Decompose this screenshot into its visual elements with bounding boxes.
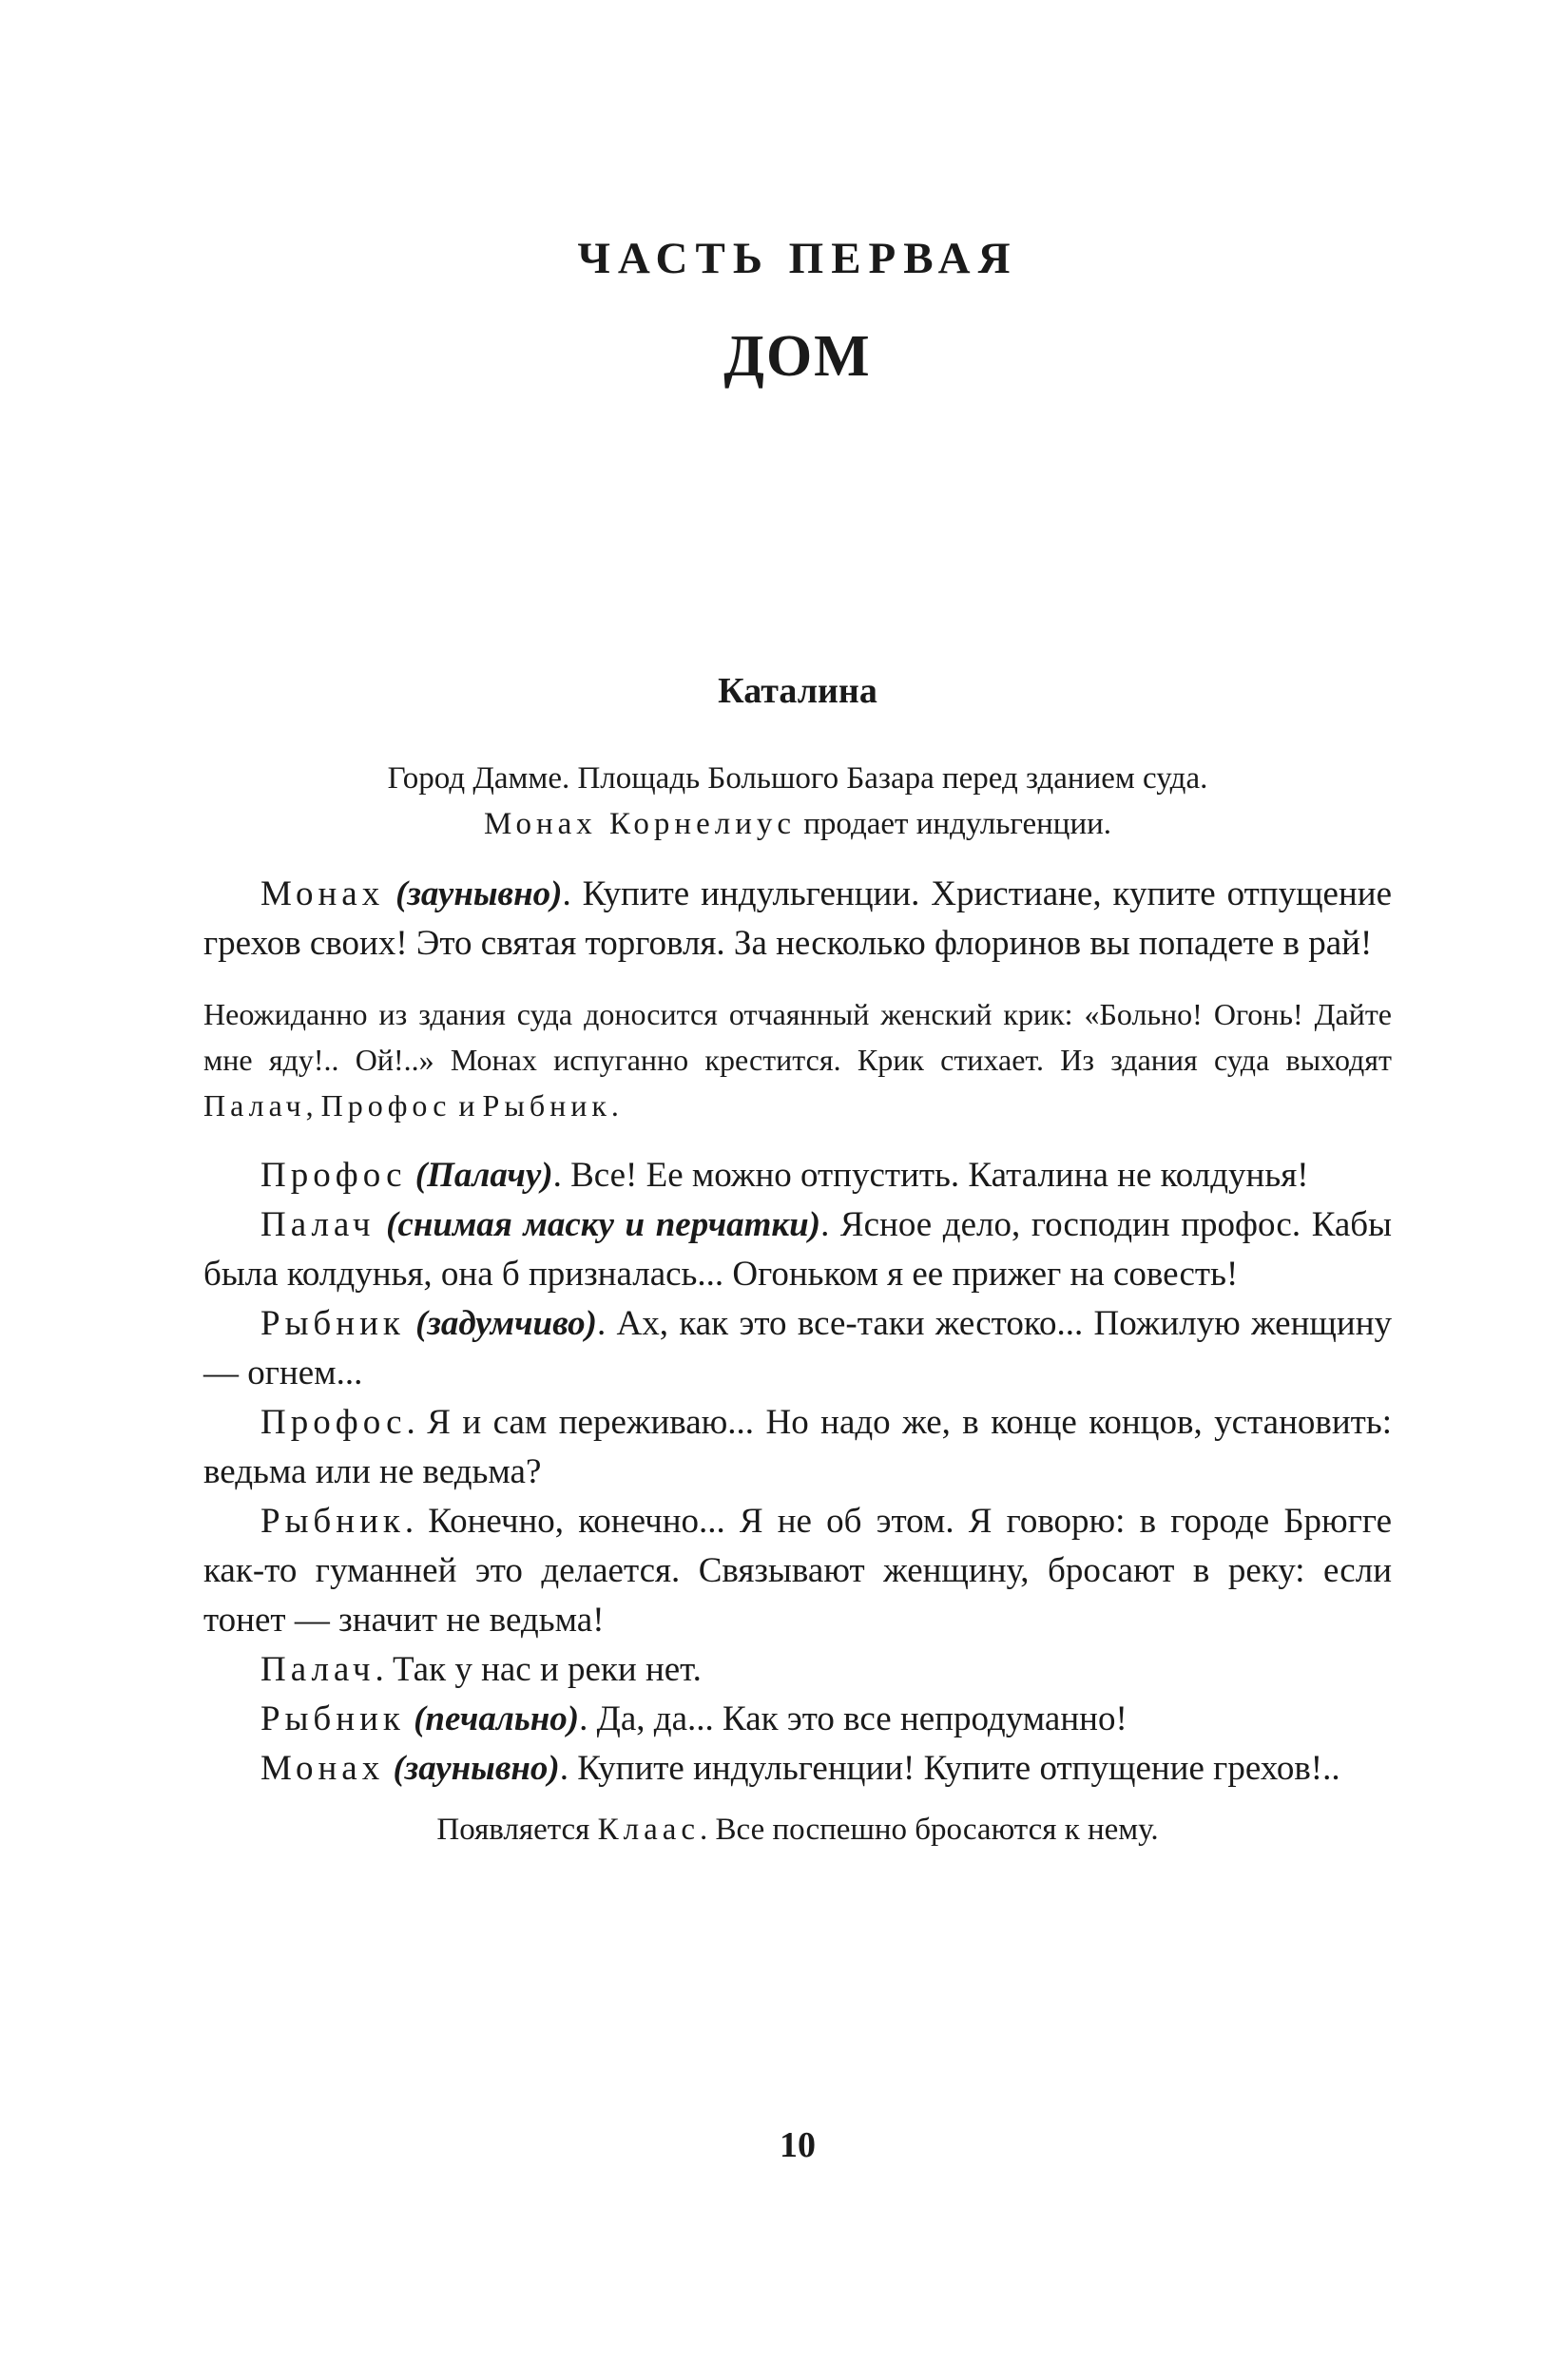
stage-remark: (печально) <box>414 1699 580 1738</box>
text-body <box>203 756 1392 1852</box>
character-name: Клаас <box>597 1813 701 1847</box>
replica <box>203 870 1392 969</box>
stage-direction-text: Появляется <box>436 1813 598 1847</box>
character-name: Монах Корнелиус <box>483 807 796 841</box>
replica-text: . Да, да... Как это все непродуманно! <box>579 1699 1127 1738</box>
speaker-name: Монах <box>260 874 385 913</box>
stage-direction-text: Неожиданно из здания суда доносится отчаянный женский крик: «Больно! Огонь! Дайте мне яду!.. Ой!..» Монах испуганно крестится. Крик стихает. Из здания суда выходят <box>203 997 1392 1077</box>
stage-remark: (заунывно) <box>395 874 563 913</box>
replica <box>203 1299 1392 1398</box>
replica <box>203 1151 1392 1200</box>
speaker-name: Рыбник <box>260 1699 405 1738</box>
page-number: 10 <box>780 2125 816 2165</box>
replica-text: . Я и сам переживаю... Но надо же, в конце концов, установить: ведьма или не ведьма? <box>203 1403 1392 1491</box>
stage-remark: (задумчиво) <box>415 1304 597 1343</box>
replica <box>203 1645 1392 1695</box>
stage-remark: (снимая маску и перчатки) <box>386 1205 821 1244</box>
stage-direction <box>203 1807 1392 1852</box>
separator: , <box>305 1088 321 1123</box>
separator: и <box>451 1088 483 1123</box>
character-name: Рыбник <box>482 1088 611 1123</box>
replica-text: . Купите индульгенции. Христиане, купите отпущение грехов своих! Это святая торговля. За несколько флоринов вы попадете в рай! <box>203 874 1393 963</box>
speaker-name: Рыбник <box>260 1502 405 1541</box>
character-name: Профос <box>320 1088 452 1123</box>
stage-direction <box>203 991 1392 1128</box>
scene-title: Каталина <box>718 671 877 711</box>
part-title: ЧАСТЬ ПЕРВАЯ <box>577 234 1018 283</box>
speaker-name: Палач <box>260 1650 376 1689</box>
replica-text: . Все! Ее можно отпустить. Каталина не колдунья! <box>552 1156 1309 1195</box>
speaker-name: Палач <box>260 1205 376 1244</box>
speaker-name: Профос <box>260 1156 407 1195</box>
replica-text: . Ах, как это все-таки жестоко... Пожилую женщину — огнем... <box>203 1304 1392 1392</box>
scene-setting-line2: продает индульгенции. <box>796 807 1112 841</box>
replica-text: . Купите индульгенции! Купите отпущение грехов!.. <box>559 1749 1340 1788</box>
stage-remark: (Палачу) <box>414 1156 553 1195</box>
separator: . <box>610 1088 619 1123</box>
stage-direction-text: . Все поспешно бросаются к нему. <box>700 1813 1159 1847</box>
book-page <box>203 0 1392 2380</box>
replica <box>203 1497 1392 1645</box>
character-name: Палач <box>203 1088 306 1123</box>
replica-text: . Так у нас и реки нет. <box>375 1650 702 1689</box>
replica-text: . Конечно, конечно... Я не об этом. Я говорю: в городе Брюгге как-то гуманней это делается. Связывают женщину, бросают в реку: если тонет — значит не ведьма! <box>203 1502 1392 1640</box>
part-subtitle: ДОМ <box>723 324 872 389</box>
stage-remark: (заунывно) <box>393 1749 560 1788</box>
replica <box>203 1695 1392 1744</box>
speaker-name: Рыбник <box>260 1304 405 1343</box>
replica-text: . Ясное дело, господин профос. Кабы была колдунья, она б призналась... Огоньком я ее прижег на совесть! <box>203 1205 1392 1294</box>
speaker-name: Профос <box>260 1403 407 1442</box>
scene-setting-line1: Город Дамме. Площадь Большого Базара перед зданием суда. <box>387 761 1208 796</box>
scene-setting <box>203 756 1392 847</box>
replica <box>203 1744 1392 1794</box>
replica <box>203 1398 1392 1497</box>
replica <box>203 1200 1392 1299</box>
speaker-name: Монах <box>260 1749 385 1788</box>
